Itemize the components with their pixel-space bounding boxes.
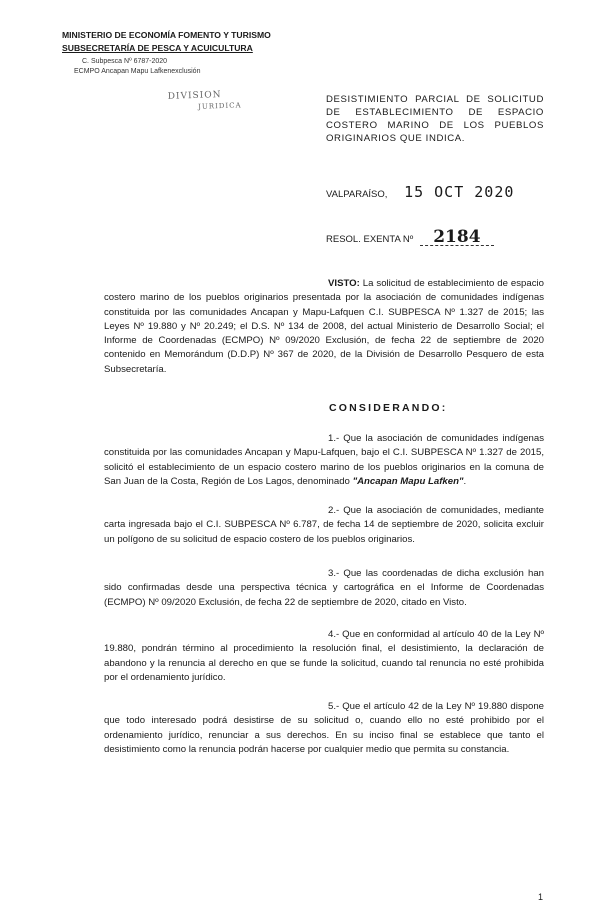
resolution-number: 2184 (420, 229, 494, 246)
point-text: Nº 19.880, pondrán término al procedimiento la resolución final, el desistimiento, la declaración de abandono y la renuncia al derecho en que se funde la solicitud, cuando tal renuncia no esté prohibida por el ordenamiento jurídico. (104, 629, 544, 683)
considerando-point-5 (104, 700, 544, 757)
resolution-line (326, 229, 494, 246)
point-lead: 2.- Que la asociación de comunidades, (328, 505, 501, 516)
point-text: dispone que todo interesado podrá desistirse de su solicitud o, cuando ello no esté prohibido por el ordenamiento jurídico, renunciar a sus derechos. En su inciso final se establece que tanto el desistimiento como la renuncia podrán hacerse por cualquier medio que permita su constancia. (104, 701, 544, 755)
ecmpo-name: "Ancapan Mapu Lafken" (352, 475, 464, 487)
point-lead: 1.- Que la asociación de comunidades indígenas (328, 433, 544, 444)
date-stamp: 15 OCT 2020 (404, 183, 515, 201)
point-lead: 4.- Que en conformidad al artículo 40 de la Ley (328, 629, 531, 640)
visto-label: VISTO: (328, 278, 360, 289)
considerando-point-1: 1.- Que la asociación de comunidades indígenas constituida por las comunidades Ancapan y Mapu-Lafquen, bajo el C.I. SUBPESCA Nº 1.327 de 2015, solicitó el establecimiento de un espacio costero marino de los pueblos originarios en la comuna de San Juan de la Costa, Región de Los Lagos, denominado "Ancapan Mapu Lafken". (104, 433, 544, 487)
point-text: mediante carta ingresada bajo el C.I. SUBPESCA Nº 6.787, de fecha 14 de septiembre de 2020, solicita excluir un polígono de su solicitud de espacio costero de los pueblos originarios. (104, 505, 544, 545)
considerando-point-3 (104, 567, 544, 610)
point-text: han sido confirmadas desde una perspectiva técnica y cartográfica en el Informe de Coordenadas (ECMPO) Nº 09/2020 Exclusión, de fecha 22 de septiembre de 2020, citado en Visto. (104, 568, 544, 608)
considerando-heading: CONSIDERANDO: (329, 402, 448, 414)
reference-line-1: C. Subpesca Nº 6787-2020 (82, 58, 168, 65)
visto-text: La solicitud de establecimiento de espacio costero marino de los pueblos originarios presentada por la asociación de comunidades indígenas constituida por las comunidades Ancapan y Mapu-Lafquen C.I. SUBPESCA Nº 1.327 de 2015; las Leyes Nº 19.880 y Nº 20.249; el D.S. Nº 134 de 2008, del actual Ministerio de Desarrollo Social; el Informe de Coordenadas (ECMPO) Nº 09/2020 Exclusión, de fecha 22 de septiembre de 2020 contenido en Memorándum (D.D.P) Nº 367 de 2020, de la División de Desarrollo Pesquero de esta Subsecretaría. (104, 278, 544, 375)
division-stamp (168, 88, 279, 118)
ministry-name: MINISTERIO DE ECONOMÍA FOMENTO Y TURISMO (62, 30, 271, 40)
reference-line-2: ECMPO Ancapan Mapu Lafkenexclusión (74, 68, 201, 75)
subsecretaria-name: SUBSECRETARÍA DE PESCA Y ACUICULTURA (62, 43, 253, 53)
place-label: VALPARAÍSO, (326, 189, 388, 200)
page-number: 1 (538, 892, 544, 902)
considerando-point-4 (104, 628, 544, 685)
point-lead: 3.- Que las coordenadas de dicha exclusión (328, 568, 524, 579)
stamp-line-1: DIVISION (167, 90, 222, 102)
point-lead: 5.- Que el artículo 42 de la Ley Nº 19.880 (328, 701, 508, 712)
resolution-label: RESOL. EXENTA Nº (326, 234, 414, 245)
place-date (326, 183, 514, 201)
stamp-line-2: JURIDICA (197, 101, 242, 111)
document-title: DESISTIMIENTO PARCIAL DE SOLICITUD DE ESTABLECIMIENTO DE ESPACIO COSTERO MARINO DE LOS PUEBLOS ORIGINARIOS QUE INDICA. (326, 94, 544, 144)
considerando-point-2 (104, 504, 544, 547)
visto-paragraph (104, 277, 544, 377)
point-text: constituida por las comunidades Ancapan y Mapu-Lafquen, bajo el C.I. SUBPESCA Nº 1.327 de 2015, solicitó el establecimiento de un espacio costero marino de los pueblos originarios en la comuna de San Juan de la Costa, Región de Los Lagos, denominado (104, 447, 544, 487)
